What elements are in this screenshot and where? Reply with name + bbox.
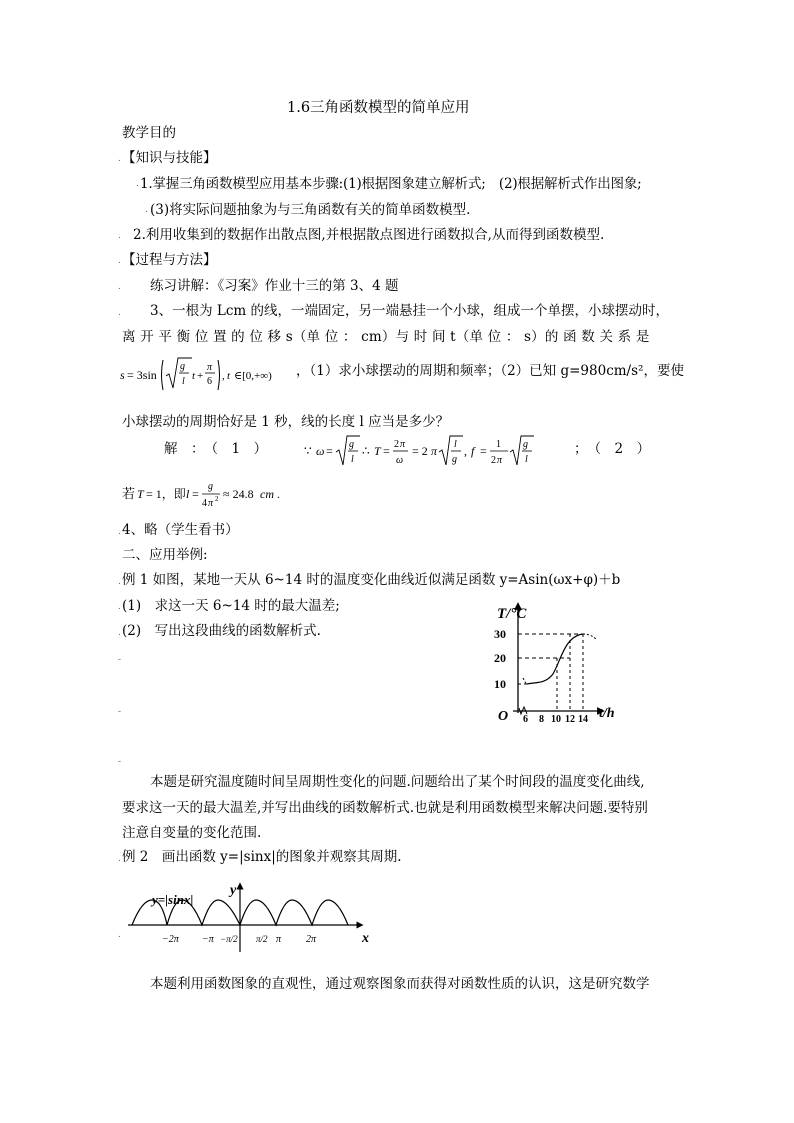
example-1-question-1: (1) 求这一天 6~14 时的最大温差; <box>122 598 340 614</box>
paragraph-mark: . <box>118 602 121 612</box>
paragraph-1-line-2: 要求这一天的最大温差,并写出曲线的函数解析式.也就是利用函数模型来解决问题.要特别 <box>122 800 648 816</box>
svg-text:l: l <box>182 376 185 387</box>
paragraph-mark: . <box>118 282 121 292</box>
svg-text:g: g <box>180 361 185 372</box>
x-axis-label: t/h <box>599 706 615 721</box>
problem-3-formula <box>118 352 300 396</box>
example-1-question-2: (2) 写出这段曲线的函数解析式. <box>122 623 321 639</box>
svg-text:4: 4 <box>202 498 207 509</box>
paragraph-mark: - <box>118 655 122 665</box>
svg-text:g: g <box>349 439 354 450</box>
svg-text:f: f <box>471 444 475 458</box>
svg-text:= 2: = 2 <box>412 444 428 458</box>
svg-text:若: 若 <box>122 486 136 501</box>
svg-text:1: 1 <box>496 439 501 450</box>
problem-3-line-1: 3、一根为 Lcm 的线，一端固定，另一端悬挂一个小球，组成一个单摆，小球摆动时， <box>150 303 669 319</box>
solution-label: 解 ： （ 1 ） <box>164 441 268 457</box>
x-tick: π/2 <box>256 934 268 944</box>
problem-3-line-4: 小球摆动的周期恰好是 1 秒，线的长度 l 应当是多少？ <box>122 414 450 430</box>
svg-text:2: 2 <box>491 455 496 466</box>
svg-text:π: π <box>497 455 503 466</box>
svg-text:s: s <box>120 368 125 382</box>
paragraph-mark: . <box>118 930 121 940</box>
paragraph-2-line-1: 本题利用函数图象的直观性，通过观察图象而获得对函数性质的认识，这是研究数学 <box>150 976 650 992</box>
problem-3-line-2: 离 开 平 衡 位 置 的 位 移 s（单 位 ： cm）与 时 间 t（单 位 ： s）的 函 数 关 系 是 <box>122 329 650 345</box>
svg-text:=: = <box>383 444 390 458</box>
svg-text:= 3sin: = 3sin <box>127 368 157 382</box>
svg-text:2: 2 <box>394 439 399 450</box>
x-tick: 12 <box>565 714 575 725</box>
svg-text:∴: ∴ <box>362 444 370 458</box>
svg-text:T: T <box>374 444 381 458</box>
svg-text:=: = <box>192 487 199 501</box>
svg-text:= 1，即: = 1，即 <box>146 487 186 501</box>
svg-text:π: π <box>431 444 438 458</box>
objective-item-1-cont: (3)将实际问题抽象为与三角函数有关的简单函数模型. <box>150 202 471 218</box>
x-tick: π <box>276 934 282 945</box>
temperature-figure <box>485 598 625 726</box>
function-label: y=|sinx| <box>152 892 194 907</box>
example-2: 例 2 画出函数 y=|sinx|的图象并观察其周期. <box>122 849 402 865</box>
y-tick: 30 <box>494 627 506 641</box>
svg-text:g: g <box>452 454 457 465</box>
svg-text:π: π <box>207 362 213 373</box>
x-tick: 6 <box>523 714 528 725</box>
svg-text:≈ 24.8: ≈ 24.8 <box>223 487 254 501</box>
page-title: 1.6三角函数模型的简单应用 <box>287 100 470 116</box>
example-1: 例 1 如图，某地一天从 6~14 时的温度变化曲线近似满足函数 y=Asin(ωx+φ)＋b <box>122 572 621 588</box>
svg-text:∵: ∵ <box>304 444 312 458</box>
x-axis-label: x <box>362 931 369 946</box>
svg-text:cm: cm <box>260 487 274 501</box>
x-tick: 8 <box>539 714 544 725</box>
paragraph-mark: - <box>118 707 122 717</box>
item-4: 4、略（学生看书） <box>122 522 239 538</box>
objectives-heading: 教学目的 <box>122 125 176 141</box>
section-heading-knowledge: 【知识与技能】 <box>122 150 217 166</box>
svg-text:,: , <box>222 370 225 382</box>
solution-line-2 <box>120 476 340 512</box>
paragraph-mark: . <box>118 308 121 318</box>
svg-text:ω: ω <box>396 455 404 466</box>
y-tick: 20 <box>494 651 506 665</box>
svg-text:l: l <box>186 487 190 501</box>
svg-text:T: T <box>137 487 144 501</box>
svg-text:π: π <box>400 439 406 450</box>
paragraph-mark: . <box>118 527 121 537</box>
paragraph-mark: . <box>136 179 139 189</box>
svg-text:t: t <box>192 370 196 382</box>
svg-text:ω: ω <box>316 444 325 458</box>
y-axis-label: y <box>230 883 237 898</box>
objective-item-1: 1.掌握三角函数模型应用基本步骤:(1)根据图象建立解析式; (2)根据解析式作出图象; <box>140 176 642 192</box>
svg-text:+: + <box>197 370 204 382</box>
paragraph-mark: . <box>118 231 121 241</box>
paragraph-mark: . <box>145 205 148 215</box>
paragraph-mark: . <box>118 154 121 164</box>
paragraph-mark: - <box>118 757 122 767</box>
paragraph-mark: . <box>118 256 121 266</box>
svg-text:π: π <box>208 498 214 509</box>
x-tick: −π/2 <box>220 934 238 944</box>
paragraph-1-line-3: 注意自变量的变化范围. <box>122 825 262 841</box>
x-tick: 14 <box>578 714 588 725</box>
x-tick: 2π <box>306 934 317 945</box>
solution-formula <box>302 431 582 471</box>
svg-text:=: = <box>326 444 333 458</box>
paragraph-mark: . <box>118 854 121 864</box>
svg-text:2: 2 <box>215 495 219 503</box>
x-tick: −π <box>202 934 214 945</box>
svg-text:l: l <box>525 454 528 465</box>
svg-text:∈[0,+∞): ∈[0,+∞) <box>234 370 272 382</box>
svg-text:l: l <box>351 454 354 465</box>
x-tick: 10 <box>551 714 561 725</box>
paragraph-mark: . <box>118 628 121 638</box>
svg-text:6: 6 <box>207 376 212 387</box>
solution-part-2: ； （ 2 ） <box>574 441 651 457</box>
section-application: 二、应用举例: <box>122 547 208 563</box>
origin-label: O <box>498 709 509 724</box>
svg-text:,: , <box>464 444 467 458</box>
objective-item-2: 2.利用收集到的数据作出散点图,并根据散点图进行函数拟合,从而得到函数模型. <box>133 227 605 243</box>
paragraph-mark: . <box>118 577 121 587</box>
paragraph-1-line-1: 本题是研究温度随时间呈周期性变化的问题.问题给出了某个时间段的温度变化曲线, <box>150 774 645 790</box>
problem-3-line-3: ，（1）求小球摆动的周期和频率；（2）已知 g=980cm/s²，要使 <box>296 363 684 379</box>
svg-text:g: g <box>208 481 213 492</box>
svg-text:g: g <box>523 439 528 450</box>
section-heading-process: 【过程与方法】 <box>122 252 217 268</box>
y-axis-label: T/°C <box>497 606 527 622</box>
x-tick: −2π <box>162 934 179 945</box>
svg-text:l: l <box>454 439 457 450</box>
svg-text:=: = <box>480 444 487 458</box>
abs-sine-figure <box>122 880 382 956</box>
y-tick: 10 <box>494 677 506 691</box>
svg-text:t: t <box>227 370 231 382</box>
practice-line: 练习讲解：《习案》作业十三的第 3、4 题 <box>150 278 399 294</box>
svg-text:.: . <box>277 487 280 501</box>
